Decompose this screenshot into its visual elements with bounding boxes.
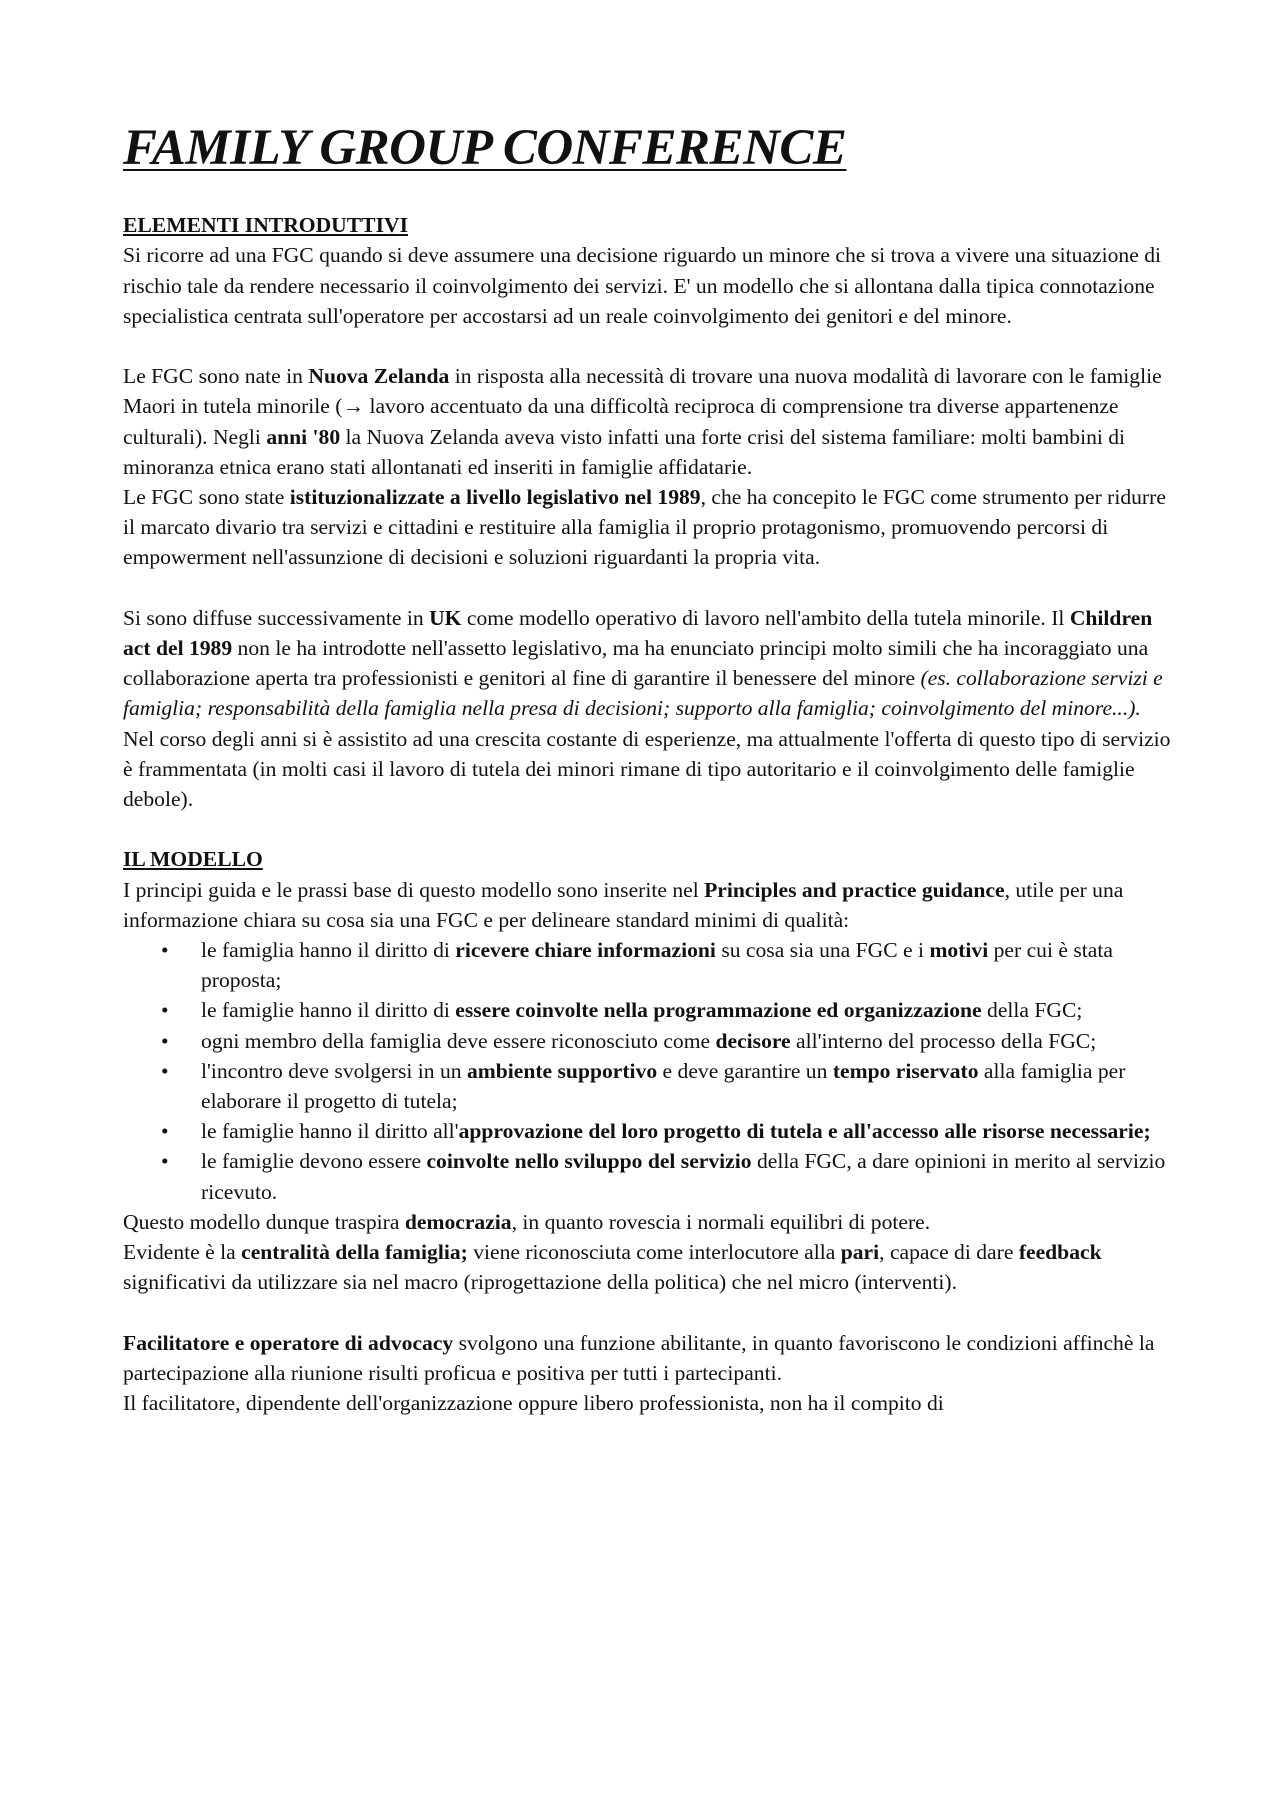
principles-list (123, 935, 1173, 1207)
list-item: • le famiglia hanno il diritto di ricevere chiare informazioni su cosa sia una FGC e i motivi per cui è stata proposta; (201, 935, 1173, 995)
section-heading-model: IL MODELLO (123, 847, 263, 872)
intro-paragraph-5: Nel corso degli anni si è assistito ad una crescita costante di esperienze, ma attualmente l'offerta di questo tipo di servizio è frammentata (in molti casi il lavoro di tutela dei minori rimane di tipo autoritario e il coinvolgimento delle famiglie debole). (123, 726, 1171, 811)
document-page (123, 120, 1173, 1418)
spacer (123, 814, 1173, 844)
bullet-icon: • (161, 1119, 169, 1144)
list-item: • le famiglie devono essere coinvolte nello sviluppo del servizio della FGC, a dare opinioni in merito al servizio ricevuto. (201, 1146, 1173, 1206)
list-item: • le famiglie hanno il diritto all'approvazione del loro progetto di tutela e all'accesso alle risorse necessarie; (201, 1116, 1173, 1146)
model-paragraph-2: Questo modello dunque traspira democrazia, in quanto rovescia i normali equilibri di potere. (123, 1209, 931, 1234)
bullet-icon: • (161, 937, 169, 962)
intro-paragraph-2: Le FGC sono nate in Nuova Zelanda in risposta alla necessità di trovare una nuova modalità di lavorare con le famiglie Maori in tutela minorile (→ lavoro accentuato da una difficoltà reciproca di comprensione tra diverse appartenenze culturali). Negli anni '80 la Nuova Zelanda aveva visto infatti una forte crisi del sistema familiare: molti bambini di minoranza etnica erano stati allontanati ed inseriti in famiglie affidatarie. (123, 364, 1162, 479)
spacer (123, 331, 1173, 361)
intro-paragraph-4: Si sono diffuse successivamente in UK come modello operativo di lavoro nell'ambito della tutela minorile. Il Children act del 1989 non le ha introdotte nell'assetto legislativo, ma ha enunciato principi molto simili che ha incoraggiato una collaborazione aperta tra professionisti e genitori al fine di garantire il benessere del minore (es. collaborazione servizi e famiglia; responsabilità della famiglia nella presa di decisioni; supporto alla famiglia; coinvolgimento del minore...). (123, 605, 1163, 721)
model-paragraph-4: Facilitatore e operatore di advocacy svolgono una funzione abilitante, in quanto favoriscono le condizioni affinchè la partecipazione alla riunione risulti proficua e positiva per tutti i partecipanti. (123, 1330, 1155, 1385)
spacer (123, 573, 1173, 603)
model-paragraph-3: Evidente è la centralità della famiglia; viene riconosciuta come interlocutore alla pari, capace di dare feedback significativi da utilizzare sia nel macro (riprogettazione della politica) che nel micro (interventi). (123, 1239, 1102, 1295)
document-body (123, 210, 1173, 1418)
list-item: • ogni membro della famiglia deve essere riconosciuto come decisore all'interno del processo della FGC; (201, 1026, 1173, 1056)
section-heading-intro: ELEMENTI INTRODUTTIVI (123, 213, 408, 238)
intro-paragraph-3: Le FGC sono state istituzionalizzate a livello legislativo nel 1989, che ha concepito le FGC come strumento per ridurre il marcato divario tra servizi e cittadini e restituire alla famiglia il proprio protagonismo, promuovendo percorsi di empowerment nell'assunzione di decisioni e soluzioni riguardanti la propria vita. (123, 484, 1166, 570)
bullet-icon: • (161, 1058, 169, 1083)
model-paragraph-1: I principi guida e le prassi base di questo modello sono inserite nel Principles and practice guidance, utile per una informazione chiara su cosa sia una FGC e per delineare standard minimi di qualità: (123, 877, 1124, 932)
document-title: FAMILY GROUP CONFERENCE (123, 120, 847, 176)
spacer (123, 1297, 1173, 1327)
list-item: • le famiglie hanno il diritto di essere coinvolte nella programmazione ed organizzazione della FGC; (201, 995, 1173, 1025)
bullet-icon: • (161, 1149, 169, 1174)
bullet-icon: • (161, 1028, 169, 1053)
intro-paragraph-1: Si ricorre ad una FGC quando si deve assumere una decisione riguardo un minore che si trova a vivere una situazione di rischio tale da rendere necessario il coinvolgimento dei servizi. E' un modello che si allontana dalla tipica connotazione specialistica centrata sull'operatore per accostarsi ad un reale coinvolgimento dei genitori e del minore. (123, 243, 1161, 328)
bullet-icon: • (161, 998, 169, 1023)
list-item: • l'incontro deve svolgersi in un ambiente supportivo e deve garantire un tempo riservato alla famiglia per elaborare il progetto di tutela; (201, 1056, 1173, 1116)
model-paragraph-5: Il facilitatore, dipendente dell'organizzazione oppure libero professionista, non ha il compito di (123, 1390, 944, 1415)
